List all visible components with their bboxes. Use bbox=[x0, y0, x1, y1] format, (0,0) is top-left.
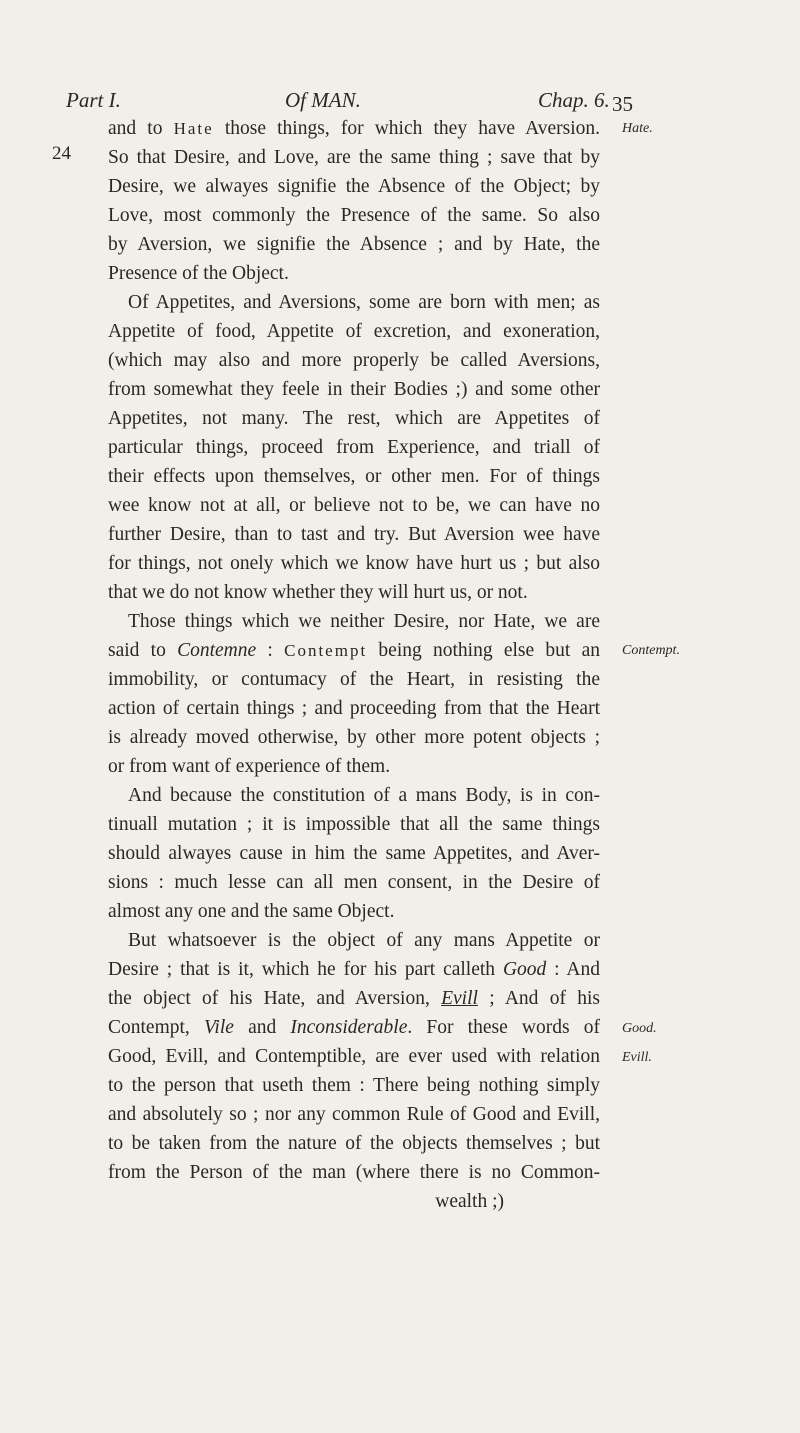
text-line: or from want of experience of them. bbox=[108, 756, 391, 777]
text-line: their effects upon themselves, or other men. For of things bbox=[108, 466, 600, 487]
running-head-part: Part I. bbox=[66, 88, 121, 112]
text-line: Presence of the Object. bbox=[108, 263, 289, 284]
text-line: by Aversion, we signifie the Absence ; and by Hate, the bbox=[108, 234, 600, 255]
text-line: from somewhat they feele in their Bodies ;) and some other bbox=[108, 379, 600, 400]
running-head-title: Of MAN. bbox=[285, 88, 361, 112]
text-line: So that Desire, and Love, are the same thing ; save that by bbox=[108, 147, 600, 168]
text-line: to be taken from the nature of the objects themselves ; but bbox=[108, 1133, 600, 1154]
text-line: that we do not know whether they will hurt us, or not. bbox=[108, 582, 528, 603]
text-line: tinuall mutation ; it is impossible that all the same things bbox=[108, 814, 600, 835]
text-line: sions : much lesse can all men consent, in the Desire of bbox=[108, 872, 600, 893]
text-line: immobility, or contumacy of the Heart, in resisting the bbox=[108, 669, 600, 690]
text-line: to the person that useth them : There being nothing simply bbox=[108, 1075, 600, 1096]
text-line: Good, Evill, and Contemptible, are ever used with relation bbox=[108, 1046, 600, 1067]
text-line: Desire ; that is it, which he for his part calleth Good : And bbox=[108, 959, 600, 980]
text-line: almost any one and the same Object. bbox=[108, 901, 395, 922]
text-line: And because the constitution of a mans Body, is in con- bbox=[128, 785, 600, 806]
text-line: should alwayes cause in him the same Appetites, and Aver- bbox=[108, 843, 600, 864]
text-line: wealth ;) bbox=[435, 1191, 504, 1212]
text-line: further Desire, than to tast and try. But Aversion wee have bbox=[108, 524, 600, 545]
margin-note-hate: Hate. bbox=[622, 121, 653, 136]
text-line: Appetite of food, Appetite of excretion, and exoneration, bbox=[108, 321, 600, 342]
text-line: Those things which we neither Desire, nor Hate, we are bbox=[128, 611, 600, 632]
text-line: and to Hate those things, for which they have Aversion. bbox=[108, 118, 601, 139]
text-line: Contempt, Vile and Inconsiderable. For these words of bbox=[108, 1017, 600, 1038]
body-text bbox=[108, 114, 600, 1216]
text-line: (which may also and more properly be called Aversions, bbox=[108, 350, 600, 371]
text-line: Love, most commonly the Presence of the same. So also bbox=[108, 205, 600, 226]
text-line: But whatsoever is the object of any mans Appetite or bbox=[128, 930, 600, 951]
text-line: particular things, proceed from Experience, and triall of bbox=[108, 437, 600, 458]
text-line: said to Contemne : Contempt being nothing else but an bbox=[108, 640, 600, 661]
text-line: and absolutely so ; nor any common Rule of Good and Evill, bbox=[108, 1104, 600, 1125]
text-line: from the Person of the man (where there is no Common- bbox=[108, 1162, 600, 1183]
page-number: 35 bbox=[612, 92, 633, 116]
text-line: the object of his Hate, and Aversion, Evill ; And of his bbox=[108, 988, 600, 1009]
running-head-chapter: Chap. 6. bbox=[538, 88, 610, 112]
margin-note-evill: Evill. bbox=[622, 1050, 652, 1065]
text-line: for things, not onely which we know have hurt us ; but also bbox=[108, 553, 600, 574]
text-line: Desire, we alwayes signifie the Absence of the Object; by bbox=[108, 176, 600, 197]
text-line: action of certain things ; and proceeding from that the Heart bbox=[108, 698, 600, 719]
text-line: Appetites, not many. The rest, which are Appetites of bbox=[108, 408, 600, 429]
text-line: Of Appetites, and Aversions, some are born with men; as bbox=[128, 292, 600, 313]
margin-note-contempt: Contempt. bbox=[622, 643, 680, 658]
margin-note-good: Good. bbox=[622, 1021, 657, 1036]
text-line: wee know not at all, or believe not to be, we can have no bbox=[108, 495, 600, 516]
line-number: 24 bbox=[52, 143, 71, 164]
text-line: is already moved otherwise, by other more potent objects ; bbox=[108, 727, 600, 748]
